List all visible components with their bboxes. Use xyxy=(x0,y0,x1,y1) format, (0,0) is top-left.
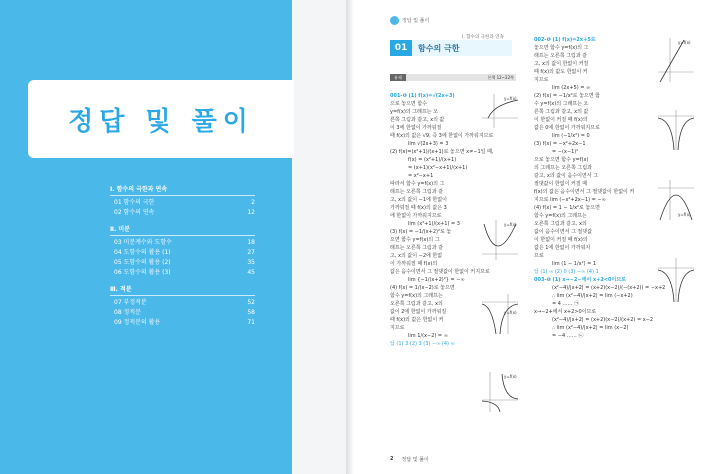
toc-entry-page: 71 xyxy=(247,319,255,326)
solution-line: 때 f(x)의 값은 √9, 즉 3에 한없이 가까워지므로 xyxy=(390,133,494,139)
problem-heading: 003-❶ (1) x→−2−에서 x+2<0이므로 xyxy=(534,277,627,283)
running-header xyxy=(390,16,429,25)
solution-line: 수 y=f(x)의 그래프는 오 xyxy=(534,101,589,107)
chapter-number: 01 xyxy=(390,40,412,56)
page-number: 2 xyxy=(390,456,394,462)
toc-entry-label: 06 도함수의 활용 (3) xyxy=(114,269,171,276)
toc-entry-page: 2 xyxy=(251,199,255,206)
solution-line: 래프는 오른쪽 그림과 같 xyxy=(390,189,444,195)
solution-line: 고, x의 값이 −1에 한없이 xyxy=(390,197,447,203)
chapter-title: 함수의 극한 xyxy=(418,43,460,53)
toc-entry-page: 45 xyxy=(247,269,255,276)
toc-entry-label: 05 도함수의 활용 (2) xyxy=(114,259,171,266)
page-gutter xyxy=(346,0,354,474)
solution-line: = (x+1)(x²−x+1)/(x+1) xyxy=(408,165,468,171)
chapter-heading xyxy=(390,40,512,56)
solution-line: (2) f(x) = −1/x²로 놓으면 함 xyxy=(534,93,601,99)
toc-entry[interactable] xyxy=(110,258,255,268)
solution-line: 값은 음수이면서 그 절댓값이 한없이 커지므로 xyxy=(390,269,490,275)
toc-entry-label: 09 정적분의 활용 xyxy=(114,319,161,326)
solution-line: 에 한없이 가까워지므로 xyxy=(390,213,442,219)
solution-line: lim (1 − 1/x²) = 1 xyxy=(552,261,597,267)
toc-entry-page: 27 xyxy=(247,249,255,256)
right-page xyxy=(354,0,701,474)
solution-line: 절댓값이 한없이 커질 때 xyxy=(534,181,588,187)
solution-line: 이 한없이 커질 때 f(x)의 xyxy=(534,117,588,123)
solution-line: 이 가까워질 때 f(x)의 xyxy=(390,261,438,267)
toc-entry-label: 08 정적분 xyxy=(114,309,141,316)
plot-parabola xyxy=(480,218,520,262)
solution-line: lim (−1/x²) = 0 xyxy=(552,133,590,139)
plot-one-minus-inv xyxy=(656,256,696,304)
plot-label: y=f(x) xyxy=(678,40,691,45)
table-of-contents xyxy=(110,178,255,328)
header-label: 정답 및 풀이 xyxy=(402,18,430,24)
header-logo-icon xyxy=(390,16,399,25)
solution-line: 놓으면 함수 y=f(x)의 그 xyxy=(534,45,589,51)
chapter-breadcrumb: Ⅰ. 함수의 극한과 연속 xyxy=(462,35,504,40)
plot-inv xyxy=(480,370,520,414)
title-panel xyxy=(28,80,294,158)
toc-entry[interactable] xyxy=(110,308,255,318)
solution-line: lim √(2x+3) = 3 xyxy=(408,141,449,147)
problem-heading: 001-❶ (1) f(x)=√(2x+3) xyxy=(390,93,455,99)
problem-heading: 002-❶ (1) f(x)=2x+5로 xyxy=(534,37,596,43)
solution-line: f(x)의 값은 음수이면서 그 절댓값이 한없이 커 xyxy=(534,189,635,195)
solution-line: ∴ lim (x²−4)/|x+2| = lim (x−2) xyxy=(552,325,629,331)
solution-line: 으로 놓으면 함수 y=f(x) xyxy=(534,157,589,163)
solution-line: ∴ lim (x²−4)/|x+2| = lim (−x+2) xyxy=(552,293,633,299)
solution-line: 가까워질 때 f(x)의 값은 3 xyxy=(390,205,447,211)
toc-entry-label: 07 부정적분 xyxy=(114,299,147,306)
toc-entry[interactable] xyxy=(110,198,255,208)
solution-line: 값이 2에 한없이 가까워질 xyxy=(390,309,447,315)
solution-line: (4) f(x) = 1 − 1/x²로 놓으면 xyxy=(534,205,600,211)
solution-line: 함수 y=f(x)의 그래프는 xyxy=(390,293,443,299)
toc-entry-page: 12 xyxy=(247,209,255,216)
solution-line: 같고, x의 값이 음수이면서 그 xyxy=(534,173,599,179)
solution-line: 으로 놓으면 함수 xyxy=(390,101,427,107)
solution-line: x→−2+에서 x+2>0이므로 xyxy=(534,309,597,315)
solution-line: = −(x−1)² xyxy=(552,149,579,155)
solution-line: 래프는 오른쪽 그림과 같 xyxy=(390,245,444,251)
plot-label: y=f(x) xyxy=(504,310,517,315)
plot-line xyxy=(656,36,696,84)
solution-line: 이 한없이 커질 때 f(x)의 xyxy=(534,237,588,243)
solution-line: 오른쪽 그림과 같고, x의 xyxy=(390,301,443,307)
solution-line: lim 1/(x−2) = ∞ xyxy=(408,333,448,339)
toc-entry-label: 03 미분계수와 도함수 xyxy=(114,239,172,246)
toc-entry[interactable] xyxy=(110,238,255,248)
section-ribbon xyxy=(390,74,516,81)
solution-line: 지므로 xyxy=(534,77,549,83)
solution-line: = −4 …… ㉡ xyxy=(552,333,584,339)
toc-entry-page: 35 xyxy=(247,259,255,266)
solution-line: = 4 …… ㉠ xyxy=(552,301,580,307)
solution-line: 래프는 오른쪽 그림과 같 xyxy=(534,53,588,59)
solution-line: 므로 xyxy=(534,253,544,259)
solution-line: 함수 y=f(x)의 그래프는 xyxy=(534,213,587,219)
solution-line: lim {−1/(x+2)²} = −∞ xyxy=(408,277,465,283)
solution-line: 른쪽 그림과 같고, x의 값 xyxy=(534,109,589,115)
footer-label: 정답 및 풀이 xyxy=(401,457,429,463)
plot-neg-inv-square xyxy=(480,292,520,336)
solution-line: lim (2x+5) = ∞ xyxy=(552,85,591,91)
toc-entry-page: 58 xyxy=(247,309,255,316)
solution-line: = x²−x+1 xyxy=(408,173,434,179)
solution-line: 값은 1에 한없이 가까워지 xyxy=(534,245,591,251)
plot-sqrt xyxy=(480,92,520,130)
solution-line: 고, x의 값이 한없이 커질 xyxy=(534,61,589,67)
solution-line: (x²−4)/|x+2| = (x+2)(x−2)/(−(x+2)) = −x+2 xyxy=(552,285,666,291)
toc-entry-page: 52 xyxy=(247,299,255,306)
answer-line: 답 (1) ∞ (2) 0 (3) −∞ (4) 1 xyxy=(534,269,599,275)
solution-line: 지므로 lim (−x²+2x−1) = −∞ xyxy=(534,197,606,203)
plot-label: y=f(x) xyxy=(504,96,517,101)
solution-line: (3) f(x) = −x²+2x−1 xyxy=(534,141,586,147)
page-title: 정답 및 풀이 xyxy=(68,106,254,137)
solution-line: 값이 음수이면서 그 절댓값 xyxy=(534,229,592,235)
plot-label: y=f(x) xyxy=(504,374,517,379)
solution-line: (4) f(x) = 1/(x−2)로 놓으면 xyxy=(390,285,455,291)
plot-neg-parabola xyxy=(656,178,696,222)
toc-entry[interactable] xyxy=(110,298,255,308)
toc-entry-label: 01 함수의 극한 xyxy=(114,199,155,206)
solution-line: 지므로 xyxy=(390,325,405,331)
solution-line: 값은 0에 한없이 가까워지므로 xyxy=(534,125,600,131)
solution-line: 때 f(x)의 값도 한없이 커 xyxy=(534,69,588,75)
solution-line: 의 그래프는 오른쪽 그림과 xyxy=(534,165,592,171)
solution-line: 때 f(x)의 값은 한없이 커 xyxy=(390,317,444,323)
plot-label: y=f(x) xyxy=(504,222,517,227)
toc-entry-label: 02 함수의 연속 xyxy=(114,209,155,216)
solution-line: 른쪽 그림과 같고, x의 값 xyxy=(390,117,445,123)
toc-entry[interactable] xyxy=(110,248,255,258)
solution-line: 따라서 함수 y=f(x)의 그 xyxy=(390,181,445,187)
toc-section-heading: Ⅰ. 함수의 극한과 연속 xyxy=(110,184,255,196)
plot-label: y=f(x) xyxy=(678,212,691,217)
toc-entry[interactable] xyxy=(110,268,255,278)
solution-line: 고, x의 값이 −2에 한없 xyxy=(390,253,443,259)
toc-section-heading: Ⅱ. 미분 xyxy=(110,224,255,236)
solution-line: (3) f(x) = −1/(x+2)²로 놓 xyxy=(390,229,452,235)
toc-entry-page: 18 xyxy=(247,239,255,246)
solution-line: 이 3에 한없이 가까워질 xyxy=(390,125,442,131)
solution-line: y=f(x)의 그래프는 오 xyxy=(390,109,438,115)
plot-neg-inv-x2 xyxy=(656,108,696,152)
ribbon-pages: 본책 12~22쪽 xyxy=(487,75,514,80)
solution-line: (2) f(x)=(x²+1)/(x+1)로 놓으면 x≠−1일 때, xyxy=(390,149,494,155)
solution-line: f(x) = (x²+1)/(x+1) xyxy=(408,157,457,163)
solution-line: 으면 함수 y=f(x)의 그 xyxy=(390,237,440,243)
toc-entry[interactable] xyxy=(110,318,255,328)
solution-line: lim (x³+1)/(x+1) = 3 xyxy=(408,221,460,227)
toc-entry-label: 04 도함수의 활용 (1) xyxy=(114,249,171,256)
page-footer xyxy=(390,456,429,463)
answer-line: 답 (1) 3 (2) 3 (3) −∞ (4) ∞ xyxy=(390,341,455,347)
ribbon-tag: 유제 xyxy=(390,74,406,81)
solution-line: 오른쪽 그림과 같고, x의 xyxy=(534,221,587,227)
toc-section-heading: Ⅲ. 적분 xyxy=(110,284,255,296)
solution-line: (x²−4)/|x+2| = (x+2)(x−2)/(x+2) = x−2 xyxy=(552,317,654,323)
toc-entry[interactable] xyxy=(110,208,255,218)
